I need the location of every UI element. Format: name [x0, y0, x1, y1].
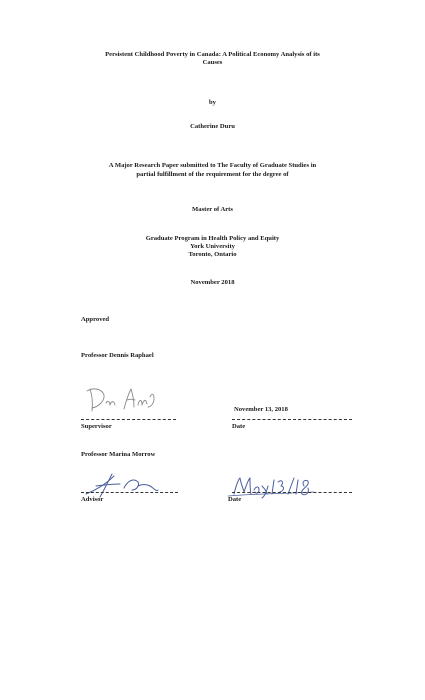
- supervisor-date: November 13, 2018: [234, 406, 288, 413]
- advisor-signature-line: [81, 492, 178, 493]
- approved-label: Approved: [81, 316, 110, 323]
- supervisor-signature-line: [81, 419, 176, 420]
- location-name: Toronto, Ontario: [188, 251, 237, 258]
- title-line-1: Persistent Childhood Poverty in Canada: A Political Economy Analysis of its: [105, 51, 320, 58]
- university-name: York University: [190, 243, 235, 250]
- submission-line-2: partial fulfillment of the requirement for the degree of: [136, 171, 289, 178]
- advisor-role-label: Advisor: [81, 496, 104, 503]
- by-label: by: [209, 99, 216, 106]
- advisor-date-line: [232, 492, 352, 493]
- advisor-name: Professor Marina Morrow: [81, 451, 156, 458]
- supervisor-date-label: Date: [232, 423, 246, 430]
- title-line-2: Causes: [202, 59, 223, 66]
- supervisor-name: Professor Dennis Raphael: [81, 352, 154, 359]
- author-name: Catherine Duru: [190, 123, 235, 130]
- supervisor-date-line: [232, 419, 352, 420]
- degree-name: Master of Arts: [192, 206, 233, 213]
- supervisor-role-label: Supervisor: [81, 423, 112, 430]
- submission-date: November 2018: [190, 279, 235, 286]
- supervisor-signature: [84, 381, 164, 417]
- submission-line-1: A Major Research Paper submitted to The Faculty of Graduate Studies in: [108, 162, 317, 169]
- advisor-date-label: Date: [228, 496, 242, 503]
- program-name: Graduate Program in Health Policy and Equity: [145, 235, 280, 242]
